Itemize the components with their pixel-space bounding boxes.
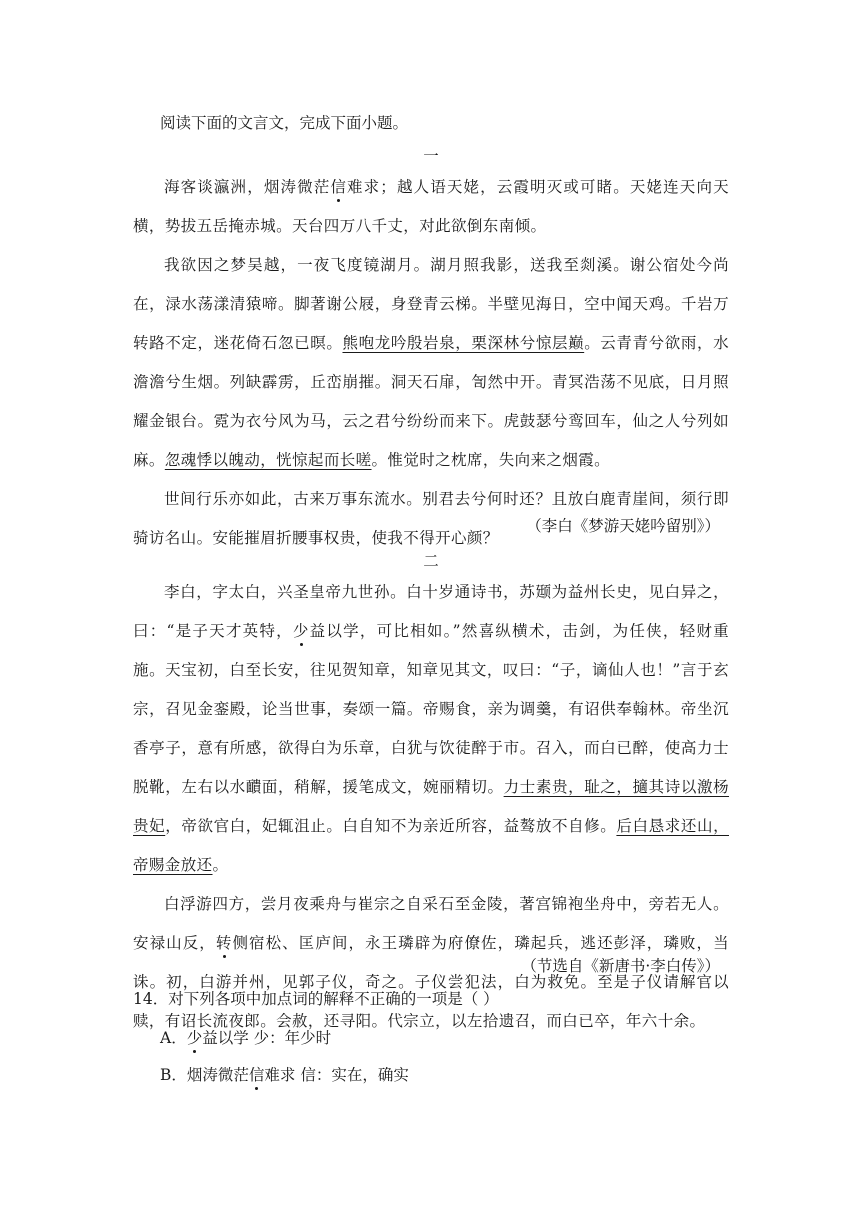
section-two-heading: 二 bbox=[423, 552, 439, 570]
option-text: 益以学 少：年少时 bbox=[202, 1029, 332, 1047]
dotted-word: 转 bbox=[215, 934, 233, 952]
poem-paragraph-3: 世间行乐亦如此，古来万事东流水。别君去兮何时还？且放白鹿青崖间，须行即骑访名山。安能摧眉折腰事权贵，使我不得开心颜？ bbox=[133, 490, 729, 547]
option-a[interactable] bbox=[160, 1027, 331, 1049]
section-one-heading: 一 bbox=[423, 147, 439, 165]
underlined-sentence-4: 后白恳求还山，帝赐金放还 bbox=[133, 817, 729, 874]
poem-paragraph-2 bbox=[133, 246, 729, 480]
option-label: B．烟涛微茫 bbox=[160, 1066, 249, 1084]
text-run: 益以学，可比相如。”然喜纵横术，击剑，为任侠，轻财重施。天宝初，白至长安，往见贺知章，知章见其文，叹曰：“子，谪仙人也！”言于玄宗，召见金銮殿，论当世事，奏颂一篇。帝赐食，亲为调羹，有诏供奉翰林。帝坐沉香亭子，意有所感，欲得白为乐章，白犹与饮徒醉于市。召入，而白已醉，使高力士脱靴，左右以水靧面，稍解，援笔成文，婉丽精切。 bbox=[133, 622, 729, 796]
text-run: ，帝欲官白，妃辄沮止。白自知不为亲近所容，益骜放不自修。 bbox=[165, 817, 617, 835]
instruction-text: 阅读下面的文言文，完成下面小题。 bbox=[160, 114, 409, 132]
option-b[interactable] bbox=[160, 1064, 409, 1086]
text-run: 。云青青兮欲雨，水澹澹兮生烟。列缺霹雳，丘峦崩摧。洞天石扉，訇然中开。青冥浩荡不见底，日月照耀金银台。霓为衣兮风为马，云之君兮纷纷而来下。虎鼓瑟兮鸾回车，仙之人兮列如麻。 bbox=[133, 334, 729, 469]
underlined-sentence-3: 力士素贵，耻之，擿其诗以激杨贵妃 bbox=[133, 778, 730, 835]
bio-paragraph-1 bbox=[133, 573, 729, 885]
text-run: 白浮游四方，尝月夜乘舟与崔宗之自采石至金陵，著宫锦袍坐舟中，旁若无人。安禄山反， bbox=[133, 895, 729, 952]
text-run: 。惟觉时之枕席，失向来之烟霞。 bbox=[371, 451, 611, 469]
poem-source: （李白《梦游天姥吟留别》） bbox=[526, 517, 720, 535]
text-run: 我欲因之梦吴越，一夜飞度镜湖月。湖月照我影，送我至剡溪。谢公宿处今尚在，渌水荡漾清猿啼。脚著谢公屐，身登青云梯。半壁见海日，空中闻天鸡。千岩万转路不定，迷花倚石忽已暝。 bbox=[133, 256, 729, 352]
text-run: 难求；越人语天姥，云霞明灭或可睹。天姥连天向天横，势拔五岳掩赤城。天台四万八千丈，对此欲倒东南倾。 bbox=[133, 178, 729, 235]
underlined-sentence-1: 熊咆龙吟殷岩泉，栗深林兮惊层巅 bbox=[342, 334, 585, 352]
text-run: 。 bbox=[212, 856, 229, 874]
option-text: 难求 信：实在，确实 bbox=[264, 1066, 409, 1084]
dotted-word: 信 bbox=[248, 1066, 265, 1084]
underlined-sentence-2: 忽魂悸以魄动，恍惊起而长嗟 bbox=[164, 451, 372, 469]
poem-passage bbox=[133, 168, 729, 558]
biography-source: （节选自《新唐书·李白传》） bbox=[521, 957, 720, 975]
poem-paragraph-1 bbox=[133, 168, 729, 246]
dotted-word: 信 bbox=[330, 178, 348, 196]
text-run: 侧宿松、匡庐间，永王璘辟为府僚佐，璘起兵，逃还彭泽，璘败，当诛。初，白游并州，见郭子仪，奇之。子仪尝犯法，白为救免。至是子仪请解官以赎，有诏长流夜郎。会赦，还寻阳。代宗立，以左拾遗召，而白已卒，年六十余。 bbox=[133, 934, 729, 1030]
dotted-word: 少 bbox=[292, 622, 310, 640]
option-label: A． bbox=[160, 1029, 187, 1047]
text-run: 海客谈瀛洲，烟涛微茫 bbox=[164, 178, 331, 196]
dotted-word: 少 bbox=[186, 1029, 203, 1047]
text-run: 李白，字太白，兴圣皇帝九世孙。白十岁通诗书，苏颋为益州长史，见白异之，曰：“是子天才英特， bbox=[133, 583, 729, 640]
question-stem: 14．对下列各项中加点词的解释不正确的一项是（ ） bbox=[133, 990, 499, 1008]
